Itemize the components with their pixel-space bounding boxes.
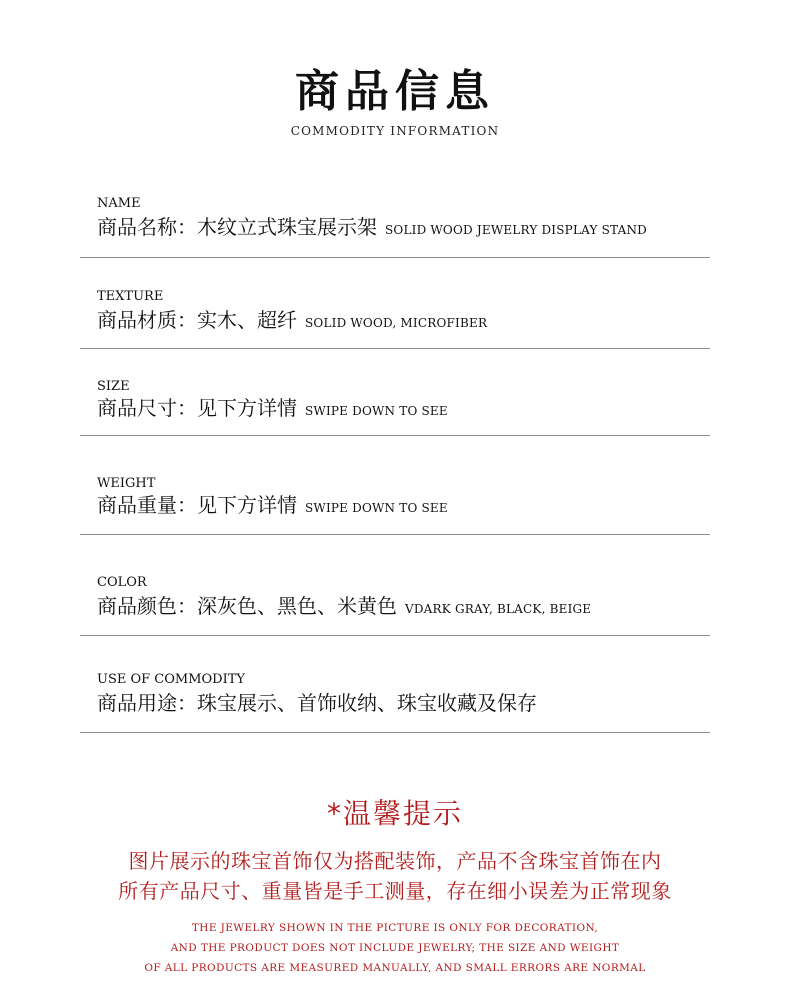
info-row-use [80,666,710,733]
row-label-en: USE OF COMMODITY [97,672,245,687]
row-label-en: WEIGHT [97,476,156,491]
notice-cn-line: 所有产品尺寸、重量皆是手工测量，存在细小误差为正常现象 [118,879,672,903]
notice-cn-line: 图片展示的珠宝首饰仅为搭配装饰，产品不含珠宝首饰在内 [128,849,662,873]
row-content [97,691,537,715]
notice-title: *温馨提示 [326,797,463,830]
info-row-color [80,569,710,636]
row-key: 商品材质： [97,308,197,332]
info-row-size [80,373,710,436]
page-subtitle: COMMODITY INFORMATION [290,124,500,138]
info-row-texture [80,283,710,349]
row-content [97,308,487,335]
row-value: 珠宝展示、首饰收纳、珠宝收藏及保存 [197,691,537,715]
notice-text-en [0,918,790,978]
row-value: 见下方详情 [197,396,297,420]
row-key: 商品用途： [97,691,197,715]
row-value-en: SOLID WOOD, MICROFIBER [305,316,488,330]
row-value-en: SWIPE DOWN TO SEE [305,501,448,515]
row-content [97,215,647,242]
row-key: 商品颜色： [97,594,197,618]
notice-en-line: AND THE PRODUCT DOES NOT INCLUDE JEWELRY; THE SIZE AND WEIGHT [170,942,620,954]
row-label-en: TEXTURE [97,289,164,304]
notice-en-line: THE JEWELRY SHOWN IN THE PICTURE IS ONLY FOR DECORATION, [191,922,599,934]
page-title: 商品信息 [295,66,495,117]
notice-en-line: OF ALL PRODUCTS ARE MEASURED MANUALLY, AND SMALL ERRORS ARE NORMAL [144,962,646,974]
row-key: 商品重量： [97,493,197,517]
row-value: 深灰色、黑色、米黄色 [197,594,397,618]
row-content [97,594,591,621]
row-label-en: COLOR [97,575,147,590]
row-label-en: SIZE [97,379,130,394]
row-key: 商品尺寸： [97,396,197,420]
row-value-en: SWIPE DOWN TO SEE [305,404,448,418]
row-value: 见下方详情 [197,493,297,517]
row-value-en: VDARK GRAY, BLACK, BEIGE [405,602,592,616]
page-header [0,64,790,138]
row-value: 木纹立式珠宝展示架 [197,215,377,239]
notice-text-cn [0,846,790,906]
row-content [97,493,448,520]
row-label-en: NAME [97,196,141,211]
row-value: 实木、超纤 [197,308,297,332]
row-content [97,396,448,423]
info-row-name [80,190,710,258]
row-value-en: SOLID WOOD JEWELRY DISPLAY STAND [385,223,647,237]
info-row-weight [80,470,710,535]
row-key: 商品名称： [97,215,197,239]
